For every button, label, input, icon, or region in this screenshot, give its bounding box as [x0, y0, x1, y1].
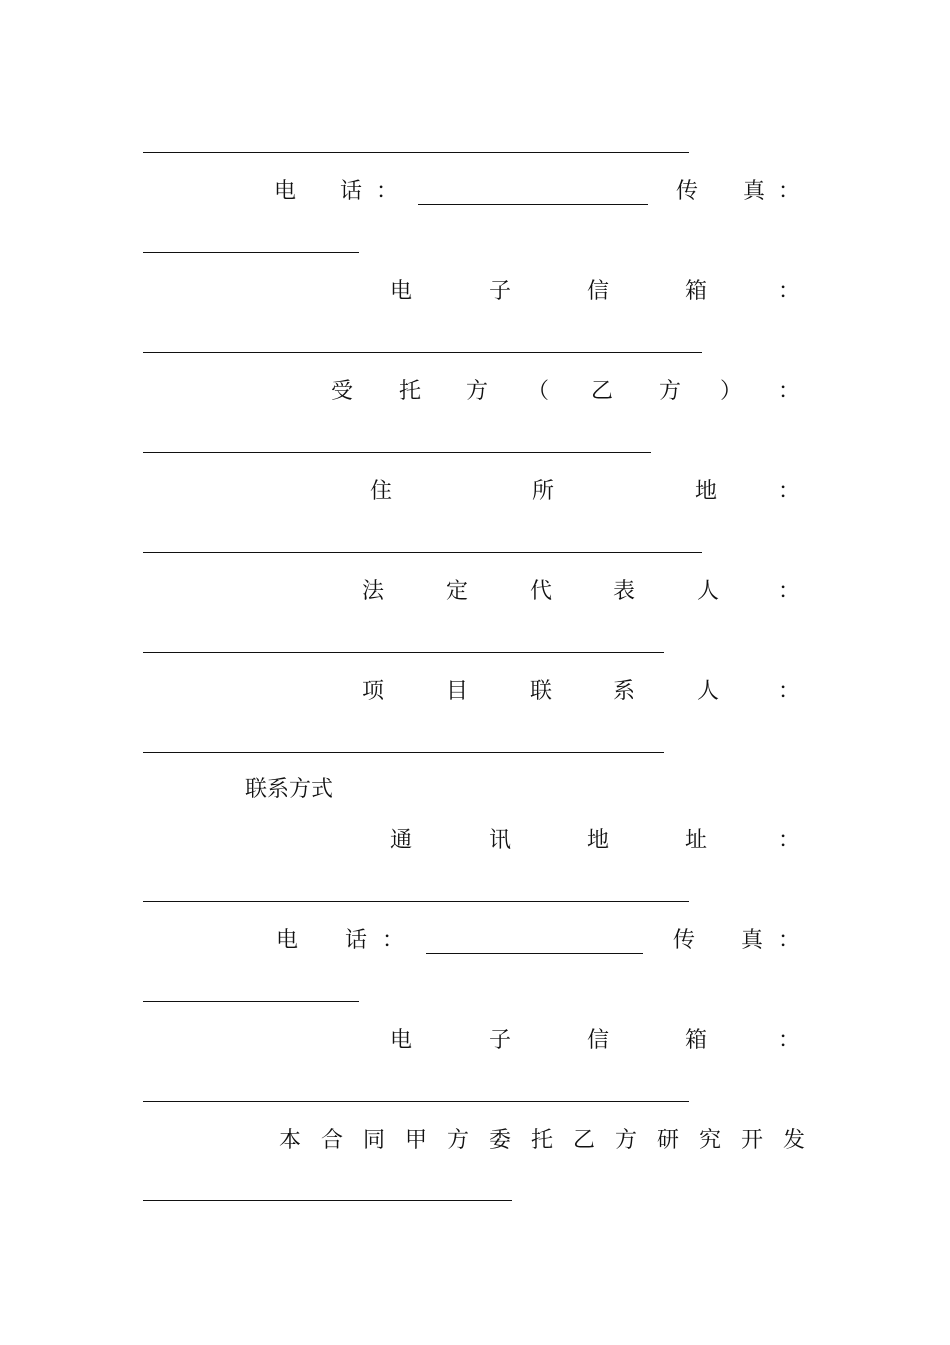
- phone-label-char: 话: [345, 928, 368, 953]
- party-b-name-blank: [143, 452, 651, 453]
- email-label-char: ：: [778, 1028, 801, 1053]
- fax-blank: [143, 252, 359, 253]
- heading-char: ）: [720, 379, 743, 404]
- email-label-char: 电: [390, 279, 413, 304]
- phone-label-char: 电: [274, 179, 297, 204]
- intro-char: 合: [321, 1128, 344, 1153]
- fax-blank: [143, 1001, 359, 1002]
- intro-char: 甲: [405, 1128, 428, 1153]
- phone-label-char: ：: [382, 928, 405, 953]
- intro-char: 究: [699, 1128, 722, 1153]
- fax-label-char: 传: [673, 928, 696, 953]
- fax-label-char: ：: [778, 928, 801, 953]
- intro-char: 开: [741, 1128, 764, 1153]
- project-contact-char: 人: [697, 679, 720, 704]
- intro-char: 研: [657, 1128, 680, 1153]
- email-label-char: 子: [489, 279, 512, 304]
- intro-char: 乙: [573, 1128, 596, 1153]
- fax-label-char: 传: [676, 179, 699, 204]
- heading-char: 受: [331, 379, 354, 404]
- heading-char: 方: [466, 379, 489, 404]
- residence-char: 地: [695, 479, 718, 504]
- residence-row: [0, 477, 950, 507]
- phone-fax-row: [0, 926, 950, 956]
- residence-char: ：: [778, 479, 801, 504]
- intro-char: 同: [363, 1128, 386, 1153]
- residence-char: 所: [532, 479, 555, 504]
- email-blank: [143, 1101, 689, 1102]
- intro-char: 托: [531, 1128, 554, 1153]
- intro-char: 发: [783, 1128, 806, 1153]
- residence-blank: [143, 552, 702, 553]
- phone-label-char: ：: [376, 179, 399, 204]
- legal-rep-char: 表: [613, 579, 636, 604]
- address-row: [0, 826, 950, 856]
- legal-rep-blank: [143, 652, 664, 653]
- heading-char: ：: [778, 379, 801, 404]
- address-blank: [143, 901, 689, 902]
- intro-char: 委: [489, 1128, 512, 1153]
- heading-char: 托: [399, 379, 422, 404]
- email-row: [0, 277, 950, 307]
- address-char: 址: [685, 828, 708, 853]
- phone-fax-row: [0, 177, 950, 207]
- residence-char: 住: [370, 479, 393, 504]
- intro-char: 本: [279, 1128, 302, 1153]
- legal-rep-char: 人: [697, 579, 720, 604]
- email-label-char: 子: [489, 1028, 512, 1053]
- phone-blank: [426, 953, 643, 954]
- legal-rep-char: 定: [446, 579, 469, 604]
- phone-label-char: 话: [340, 179, 363, 204]
- legal-rep-char: 法: [362, 579, 385, 604]
- blank-line: [143, 152, 689, 153]
- address-char: 讯: [489, 828, 512, 853]
- legal-rep-char: ：: [778, 579, 801, 604]
- fax-label-char: 真: [741, 928, 764, 953]
- address-char: ：: [778, 828, 801, 853]
- fax-label-char: 真: [743, 179, 766, 204]
- email-label-char: 箱: [685, 1028, 708, 1053]
- party-b-heading-row: [0, 377, 950, 407]
- project-contact-char: 联: [530, 679, 553, 704]
- legal-rep-char: 代: [530, 579, 553, 604]
- project-contact-char: 系: [613, 679, 636, 704]
- heading-char: 方: [659, 379, 682, 404]
- project-contact-char: ：: [778, 679, 801, 704]
- project-contact-char: 目: [446, 679, 469, 704]
- address-char: 通: [390, 828, 413, 853]
- email-label-char: 电: [390, 1028, 413, 1053]
- intro-char: 方: [447, 1128, 470, 1153]
- email-label-char: 信: [587, 279, 610, 304]
- email-label-char: ：: [778, 279, 801, 304]
- heading-char: （: [527, 379, 550, 404]
- project-contact-blank: [143, 752, 664, 753]
- address-char: 地: [587, 828, 610, 853]
- legal-rep-row: [0, 577, 950, 607]
- phone-label-char: 电: [276, 928, 299, 953]
- email-label-char: 信: [587, 1028, 610, 1053]
- project-contact-row: [0, 677, 950, 707]
- project-contact-char: 项: [362, 679, 385, 704]
- intro-char: 方: [615, 1128, 638, 1153]
- contract-intro-row: [0, 1126, 950, 1156]
- project-name-blank: [143, 1200, 512, 1201]
- fax-label-char: ：: [778, 179, 801, 204]
- heading-char: 乙: [591, 379, 614, 404]
- phone-blank: [418, 204, 648, 205]
- email-row: [0, 1026, 950, 1056]
- email-blank: [143, 352, 702, 353]
- contact-method-label: 联系方式: [245, 777, 334, 802]
- email-label-char: 箱: [685, 279, 708, 304]
